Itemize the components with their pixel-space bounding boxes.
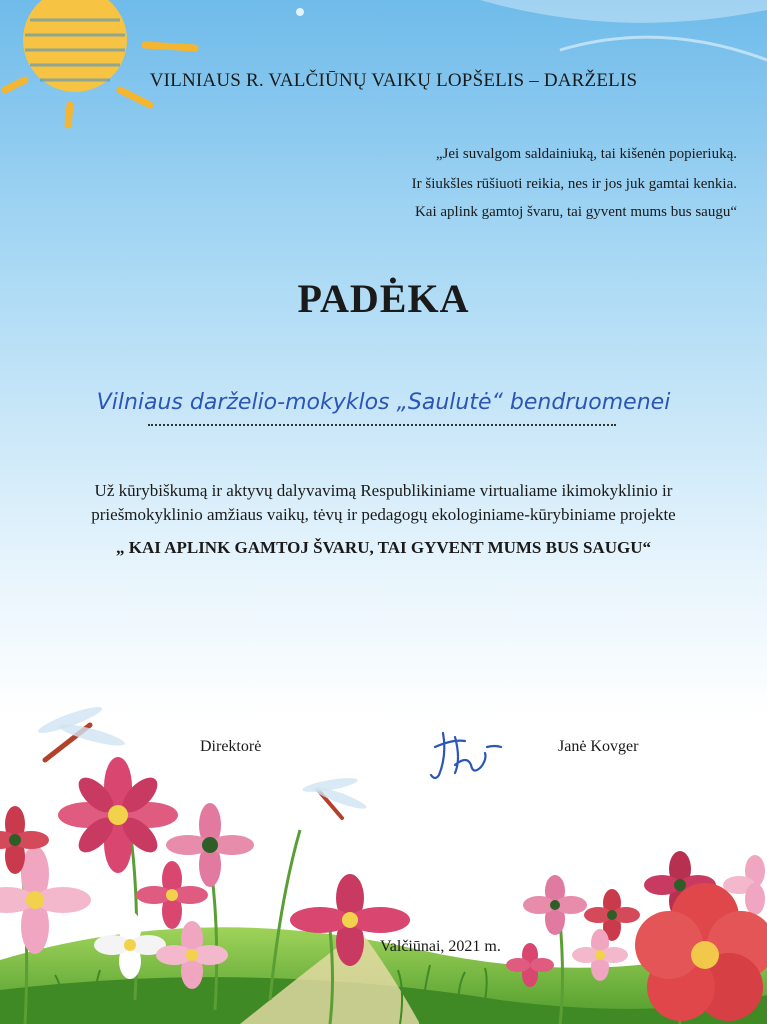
recipient-dotted-line (148, 424, 616, 426)
recipient-handwritten: Vilniaus darželio-mokyklos „Saulutė“ bendruomenei (96, 390, 671, 415)
institution-name: VILNIAUS R. VALČIŪNŲ VAIKŲ LOPŠELIS – DARŽELIS (149, 70, 638, 91)
signatory-name: Janė Kovger (558, 738, 639, 755)
reason-line-2: priešmokyklinio amžiaus vaikų, tėvų ir pedagogų ekologiniame-kūrybiniame projekte (91, 505, 676, 524)
project-name: „ KAI APLINK GAMTOJ ŠVARU, TAI GYVENT MUMS BUS SAUGU“ (116, 538, 651, 557)
poem-line-3: Kai aplink gamtoj švaru, tai gyvent mums bus saugu“ (414, 204, 737, 220)
certificate-title: PADĖKA (297, 276, 470, 321)
poem-line-2: Ir šiukšles rūšiuoti reikia, nes ir jos juk gamtai kenkia. (411, 176, 737, 192)
place-and-date: Valčiūnai, 2021 m. (380, 938, 501, 955)
poem-line-1: „Jei suvalgom saldainiuką, tai kišenėn popieriuką. (435, 146, 737, 162)
signatory-role: Direktorė (200, 738, 262, 755)
handwritten-signature (425, 725, 505, 785)
reason-line-1: Už kūrybiškumą ir aktyvų dalyvavimą Respublikiniame virtualiame ikimokyklinio ir (94, 481, 673, 500)
